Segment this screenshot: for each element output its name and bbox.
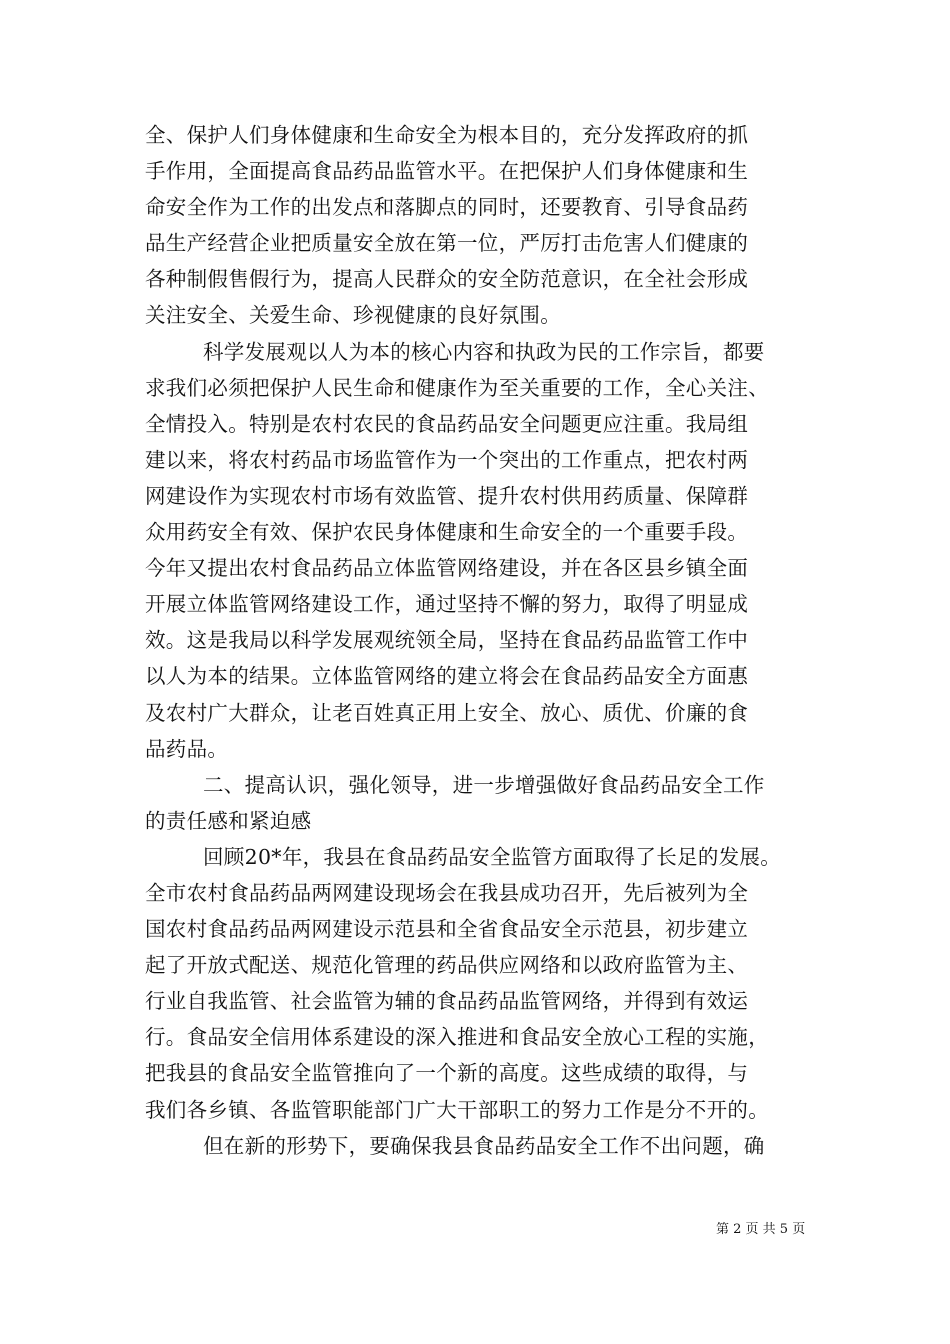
text-line: 我们各乡镇、各监管职能部门广大干部职工的努力工作是分不开的。	[145, 1097, 769, 1122]
text-line: 关注安全、关爱生命、珍视健康的良好氛围。	[145, 303, 561, 328]
text-line: 网建设作为实现农村市场有效监管、提升农村供用药质量、保障群	[145, 483, 749, 508]
text-line: 众用药安全有效、保护农民身体健康和生命安全的一个重要手段。	[145, 520, 749, 545]
text-line: 起了开放式配送、规范化管理的药品供应网络和以政府监管为主、	[145, 953, 749, 978]
paragraph-first-line: 二、提高认识，强化领导，进一步增强做好食品药品安全工作	[203, 772, 765, 797]
text-line: 品药品。	[145, 736, 229, 761]
text-line: 开展立体监管网络建设工作，通过坚持不懈的努力，取得了明显成	[145, 592, 749, 617]
paragraph-first-line: 回顾20*年，我县在食品药品安全监管方面取得了长足的发展。	[203, 844, 782, 869]
paragraph-first-line: 科学发展观以人为本的核心内容和执政为民的工作宗旨，都要	[203, 339, 765, 364]
text-line: 全情投入。特别是农村农民的食品药品安全问题更应注重。我局组	[145, 411, 749, 436]
text-line: 国农村食品药品两网建设示范县和全省食品安全示范县，初步建立	[145, 917, 749, 942]
text-line: 求我们必须把保护人民生命和健康作为至关重要的工作，全心关注、	[145, 375, 769, 400]
text-line: 全、保护人们身体健康和生命安全为根本目的，充分发挥政府的抓	[145, 123, 749, 147]
text-line: 效。这是我局以科学发展观统领全局，坚持在食品药品监管工作中	[145, 628, 749, 653]
text-line: 今年又提出农村食品药品立体监管网络建设，并在各区县乡镇全面	[145, 556, 749, 581]
text-line: 的责任感和紧迫感	[145, 808, 312, 833]
page-number-footer: 第 2 页 共 5 页	[716, 1222, 806, 1237]
text-line: 及农村广大群众，让老百姓真正用上安全、放心、质优、价廉的食	[145, 700, 749, 725]
text-line: 以人为本的结果。立体监管网络的建立将会在食品药品安全方面惠	[145, 664, 749, 689]
document-body	[145, 117, 805, 1164]
text-line: 行业自我监管、社会监管为辅的食品药品监管网络，并得到有效运	[145, 989, 749, 1014]
text-line: 建以来，将农村药品市场监管作为一个突出的工作重点，把农村两	[145, 447, 749, 472]
text-line: 行。食品安全信用体系建设的深入推进和食品安全放心工程的实施，	[145, 1025, 769, 1050]
text-line: 手作用，全面提高食品药品监管水平。在把保护人们身体健康和生	[145, 159, 749, 184]
text-line: 全市农村食品药品两网建设现场会在我县成功召开，先后被列为全	[145, 880, 749, 905]
paragraph-first-line: 但在新的形势下，要确保我县食品药品安全工作不出问题，确	[203, 1133, 765, 1158]
text-line: 各种制假售假行为，提高人民群众的安全防范意识，在全社会形成	[145, 267, 749, 292]
text-line: 品生产经营企业把质量安全放在第一位，严厉打击危害人们健康的	[145, 231, 749, 256]
text-line: 把我县的食品安全监管推向了一个新的高度。这些成绩的取得，与	[145, 1061, 749, 1086]
text-line: 命安全作为工作的出发点和落脚点的同时，还要教育、引导食品药	[145, 195, 749, 220]
